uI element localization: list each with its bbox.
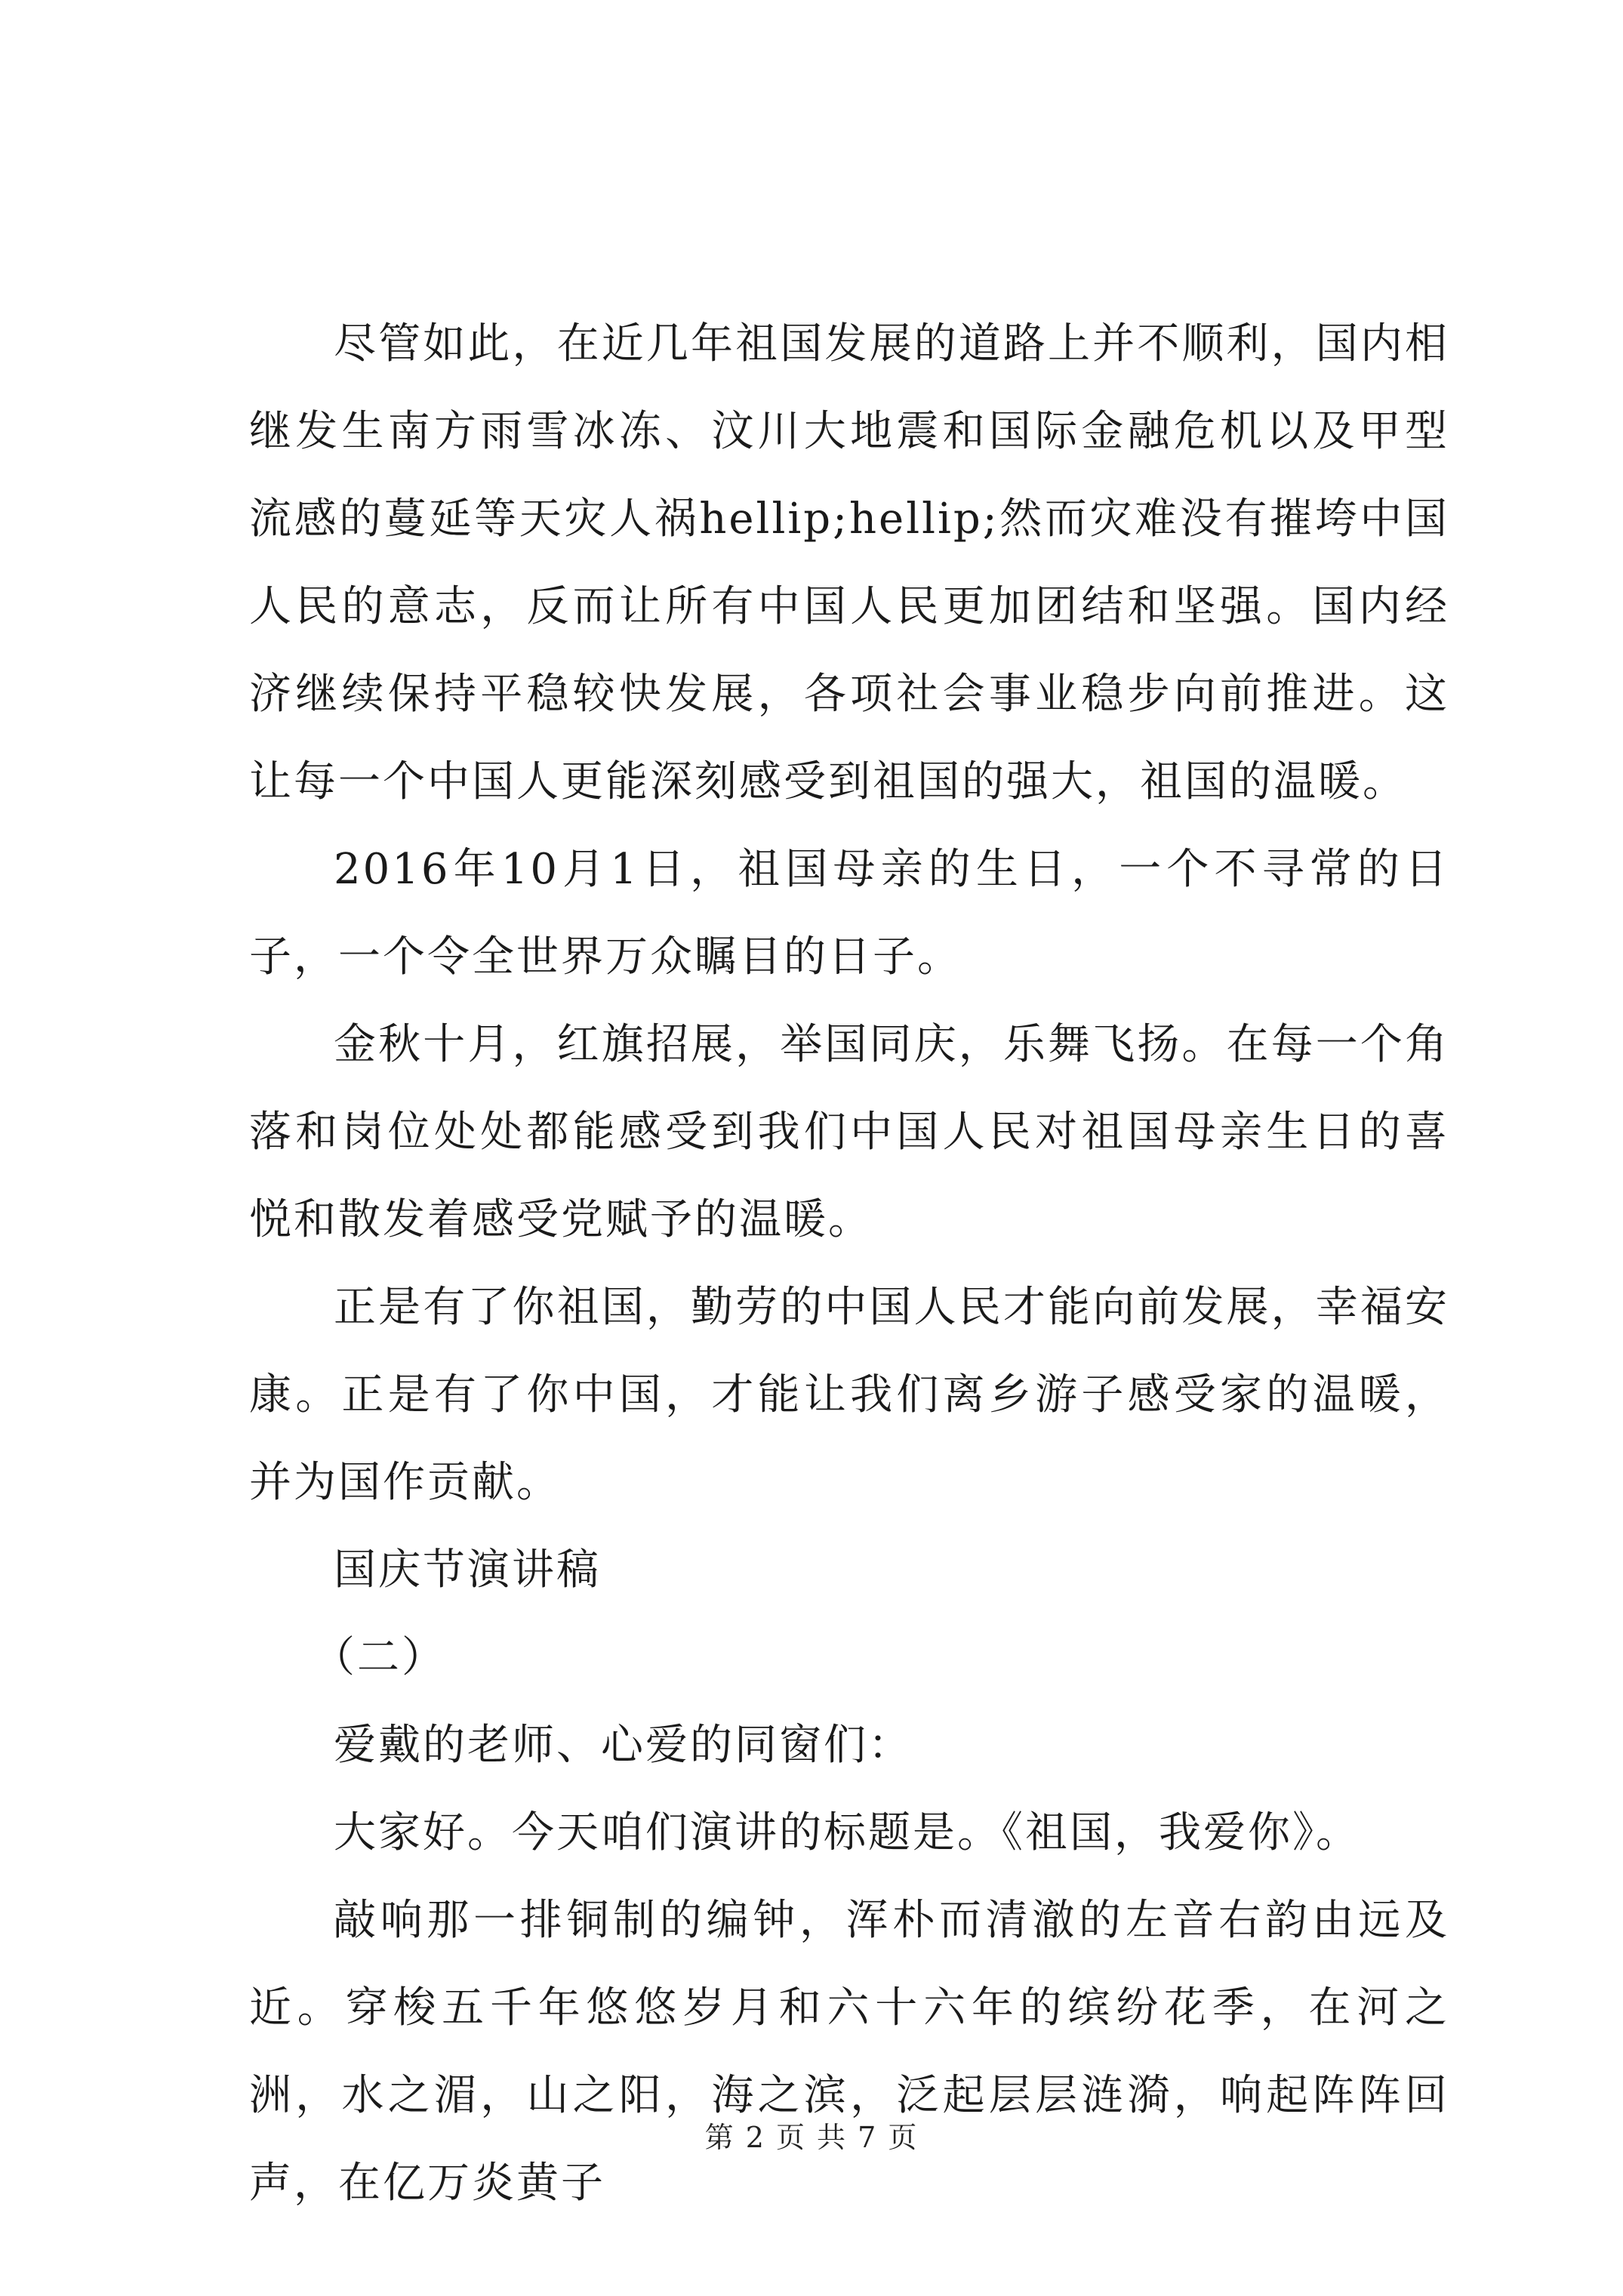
paragraph-4: 正是有了你祖国，勤劳的中国人民才能向前发展，幸福安康。正是有了你中国，才能让我们离乡游子感受家的温暖，并为国作贡献。 bbox=[249, 1283, 1449, 1507]
paragraph-1: 尽管如此，在近几年祖国发展的道路上并不顺利，国内相继发生南方雨雪冰冻、汶川大地震和国际金融危机以及甲型流感的蔓延等天灾人祸hellip;hellip;然而灾难没有摧垮中国人民的意志，反而让所有中国人民更加团结和坚强。国内经济继续保持平稳较快发展，各项社会事业稳步向前推进。这让每一个中国人更能深刻感受到祖国的强大，祖国的温暖。 bbox=[249, 319, 1449, 806]
section-number: （二） bbox=[313, 1633, 446, 1682]
page-footer: 第 2 页 共 7 页 bbox=[704, 2121, 919, 2154]
paragraph-3: 金秋十月，红旗招展，举国同庆，乐舞飞扬。在每一个角落和岗位处处都能感受到我们中国人民对祖国母亲生日的喜悦和散发着感受党赋予的温暖。 bbox=[249, 1020, 1449, 1244]
document-body bbox=[249, 300, 1449, 2227]
speech-title: 国庆节演讲稿 bbox=[334, 1546, 601, 1595]
greeting: 大家好。今天咱们演讲的标题是。《祖国，我爱你》。 bbox=[334, 1808, 1360, 1857]
salutation: 爱戴的老师、心爱的同窗们： bbox=[334, 1721, 913, 1770]
paragraph-5: 敲响那一排铜制的编钟，浑朴而清澈的左音右韵由远及近。穿梭五千年悠悠岁月和六十六年的缤纷花季，在河之洲，水之湄，山之阳，海之滨，泛起层层涟漪，响起阵阵回声，在亿万炎黄子 bbox=[249, 1896, 1449, 2208]
paragraph-2: 2016年10月1日，祖国母亲的生日，一个不寻常的日子，一个令全世界万众瞩目的日子。 bbox=[249, 845, 1449, 982]
